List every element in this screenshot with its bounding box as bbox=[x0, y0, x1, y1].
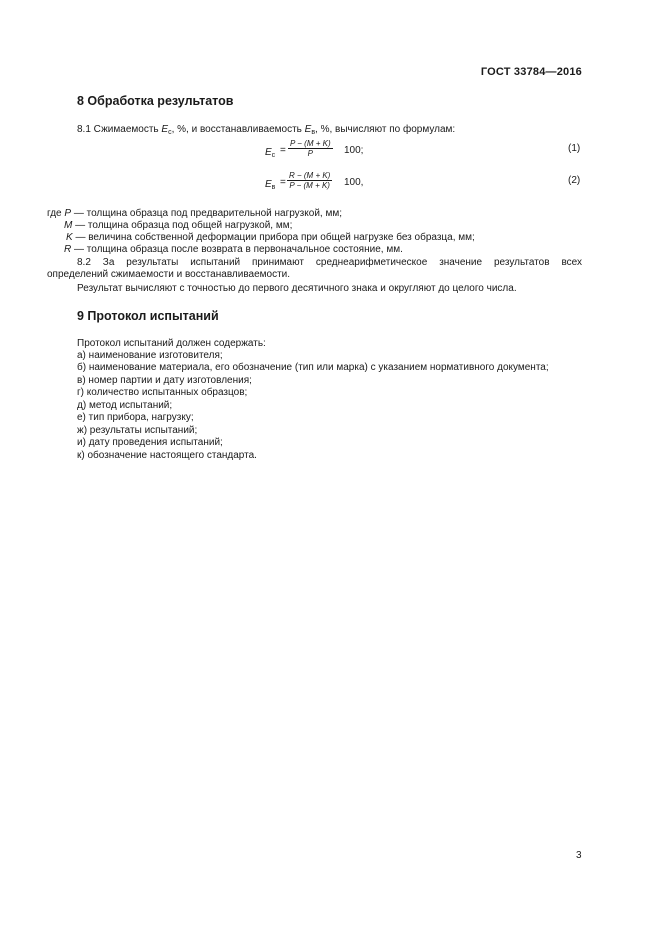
list-item: а) наименование изготовителя; bbox=[77, 350, 223, 361]
list-item: г) количество испытанных образцов; bbox=[77, 387, 248, 398]
list-item: в) номер партии и дату изготовления; bbox=[77, 375, 252, 386]
p81-text-c: , %, вычисляют по формулам: bbox=[315, 124, 456, 135]
paragraph-8-2-result: Результат вычисляют с точностью до первого десятичного знака и округляют до целого числа. bbox=[77, 283, 517, 294]
paragraph-8-2-line-1: 8.2 За результаты испытаний принимают среднеарифметическое значение результатов всех bbox=[77, 257, 582, 268]
formula-1-lhs: $E_c$ bbox=[265, 147, 276, 159]
list-item: ж) результаты испытаний; bbox=[77, 425, 198, 436]
formula-2-number: (2) bbox=[568, 175, 581, 186]
sub-v: в bbox=[311, 129, 316, 136]
formula-2-lhs: $E_в$ bbox=[265, 179, 276, 191]
sub-c: c bbox=[168, 129, 172, 136]
formula-2-tail: 100, bbox=[344, 177, 364, 188]
section-9-title: 9 Протокол испытаний bbox=[77, 309, 219, 323]
symbol-e-2: E bbox=[304, 124, 312, 135]
list-item: и) дату проведения испытаний; bbox=[77, 437, 223, 448]
where-item-p: где P — толщина образца под предварительной нагрузкой, мм; bbox=[47, 208, 342, 219]
list-item: к) обозначение настоящего стандарта. bbox=[77, 450, 257, 461]
formula-1-number: (1) bbox=[568, 143, 581, 154]
paragraph-8-1 bbox=[77, 124, 455, 139]
formula-2-fraction bbox=[287, 171, 332, 190]
formula-1-equals: = bbox=[280, 145, 286, 156]
list-item: е) тип прибора, нагрузку; bbox=[77, 412, 194, 423]
list-item: д) метод испытаний; bbox=[77, 400, 173, 411]
symbol-e: E bbox=[161, 124, 169, 135]
paragraph-8-2-line-2: определений сжимаемости и восстанавливаемости. bbox=[47, 269, 291, 280]
formula-1-numerator: P − (M + K) bbox=[290, 139, 331, 148]
formula-2-denominator: P − (M + K) bbox=[289, 181, 330, 190]
where-item-k: K — величина собственной деформации прибора при общей нагрузке без образца, мм; bbox=[66, 232, 475, 243]
list-item: б) наименование материала, его обозначение (тип или марка) с указанием нормативного документа; bbox=[77, 362, 549, 373]
document-code: ГОСТ 33784—2016 bbox=[480, 66, 582, 78]
formula-2-numerator: R − (M + K) bbox=[289, 171, 331, 180]
where-item-m: M — толщина образца под общей нагрузкой, мм; bbox=[64, 220, 293, 231]
page-number: 3 bbox=[576, 850, 582, 861]
protocol-intro: Протокол испытаний должен содержать: bbox=[77, 338, 266, 349]
p81-text-b: , %, и восстанавливаемость bbox=[171, 124, 305, 135]
formula-1-tail: 100; bbox=[344, 145, 364, 156]
formula-2-equals: = bbox=[280, 177, 286, 188]
p81-text-a: 8.1 Сжимаемость bbox=[77, 124, 162, 135]
section-8-title: 8 Обработка результатов bbox=[77, 94, 234, 108]
formula-1-denominator: P bbox=[307, 149, 313, 158]
formula-1-fraction bbox=[288, 139, 333, 158]
where-item-r: R — толщина образца после возврата в первоначальное состояние, мм. bbox=[64, 244, 403, 255]
